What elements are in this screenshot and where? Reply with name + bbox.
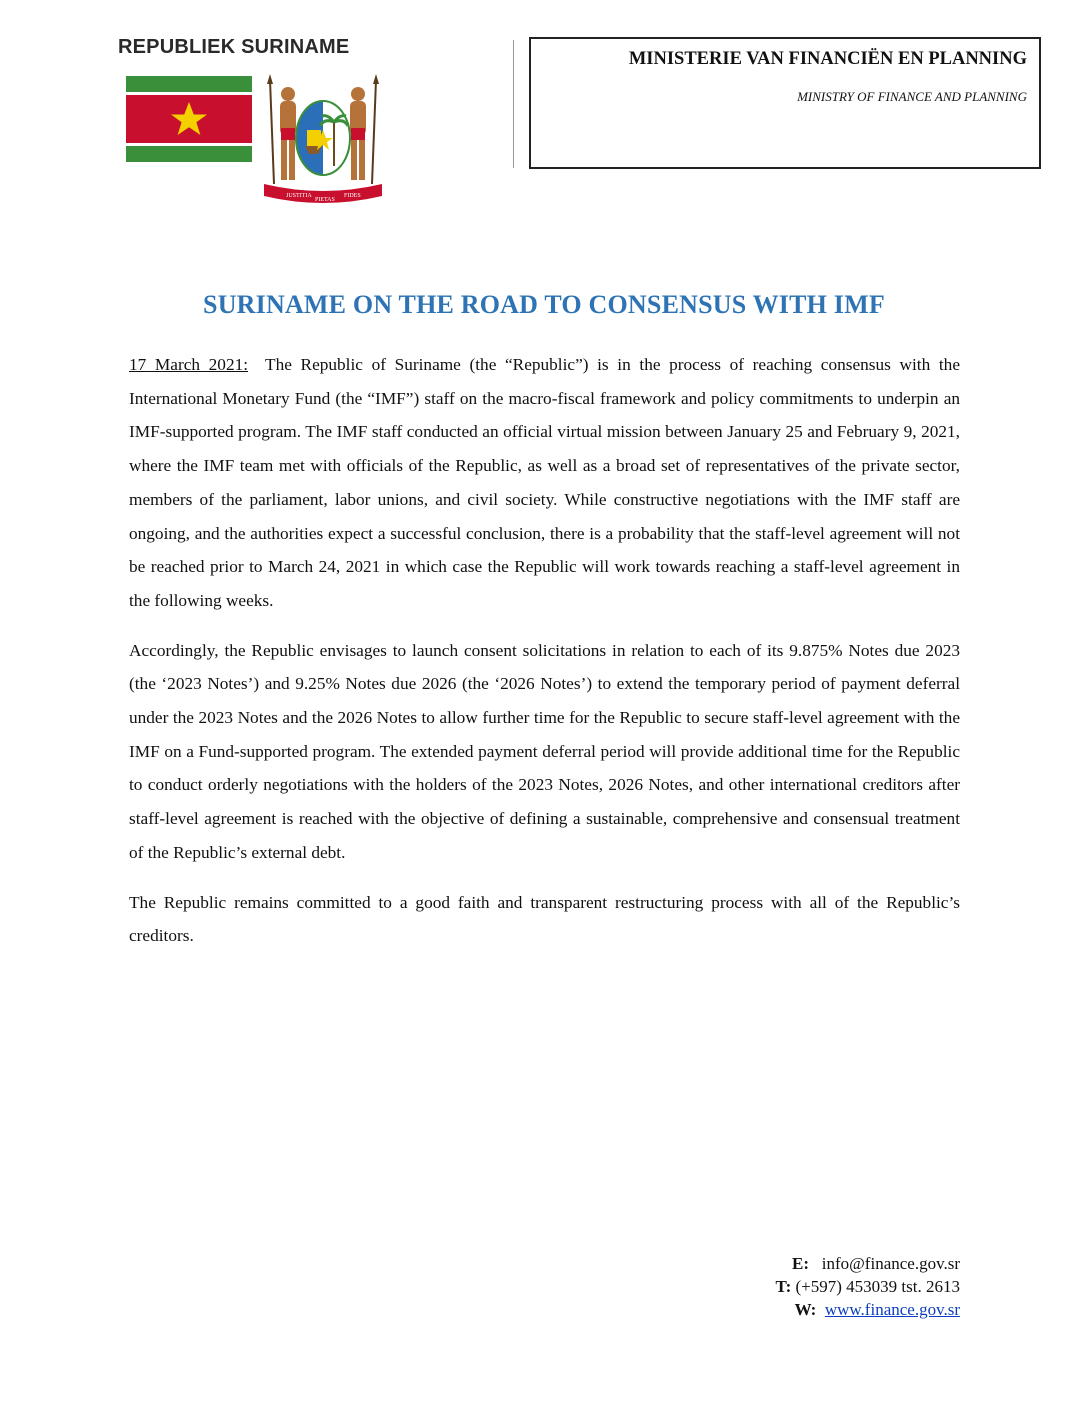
paragraph-2: Accordingly, the Republic envisages to launch consent solicitations in relation to each of its 9.875% Notes due 2023 (the ‘2023 Notes’) and 9.25% Notes due 2026 (the ‘2026 Notes’) to extend the temporary period of payment deferral under the 2023 Notes and the 2026 Notes to allow further time for the Republic to secure staff-level agreement with the IMF on a Fund-supported program. The extended payment deferral period will provide additional time for the Republic to conduct orderly negotiations with the holders of the 2023 Notes, 2026 Notes, and other international creditors after staff-level agreement is reached with the objective of defining a sustainable, comprehensive and consensual treatment of the Republic’s external debt. (129, 640, 960, 862)
paragraph-1-text: The Republic of Suriname (the “Republic”) is in the process of reaching consensus with the International Monetary Fund (the “IMF”) staff on the macro-fiscal framework and policy commitments to underpin an IMF-supported program. The IMF staff conducted an official virtual mission between January 25 and February 9, 2021, where the IMF team met with officials of the Republic, as well as a broad set of representatives of the private sector, members of the parliament, labor unions, and civil society. While constructive negotiations with the IMF staff are ongoing, and the authorities expect a successful conclusion, there is a probability that the staff-level agreement will not be reached prior to March 24, 2021 in which case the Republic will work towards reaching a staff-level agreement in the following weeks. (129, 355, 960, 610)
press-release-body (129, 348, 960, 969)
country-name: REPUBLIEK SURINAME (118, 36, 350, 58)
header-divider (513, 40, 514, 168)
motto-word: FIDES (344, 193, 361, 199)
contact-web-row (776, 1298, 960, 1321)
paragraph-1 (129, 348, 960, 618)
phone-label: T: (775, 1277, 792, 1296)
ministry-name-english: MINISTRY OF FINANCE AND PLANNING (797, 89, 1027, 104)
release-date: 17 March 2021: (129, 355, 249, 374)
phone-number: (+597) 453039 tst. 2613 (795, 1277, 960, 1296)
web-label: W: (794, 1300, 817, 1319)
ministry-name-dutch: MINISTERIE VAN FINANCIËN EN PLANNING (628, 49, 1027, 69)
contact-email-row (776, 1252, 960, 1275)
paragraph-3: The Republic remains committed to a good faith and transparent restructuring process with all of the Republic’s creditors. (129, 892, 960, 946)
email-label: E: (792, 1254, 810, 1273)
contact-block (776, 1252, 960, 1321)
motto-word: PIETAS (315, 197, 335, 203)
letterhead-left (118, 36, 398, 203)
contact-phone-row (776, 1275, 960, 1298)
ministry-box (529, 37, 1041, 169)
suriname-flag (126, 76, 252, 162)
website-link[interactable]: www.finance.gov.sr (824, 1300, 960, 1319)
press-release-title: SURINAME ON THE ROAD TO CONSENSUS WITH IMF (203, 290, 885, 319)
motto-word: JUSTITIA (286, 193, 312, 199)
coat-of-arms-emblem (260, 72, 386, 206)
email-address: info@finance.gov.sr (821, 1254, 960, 1273)
